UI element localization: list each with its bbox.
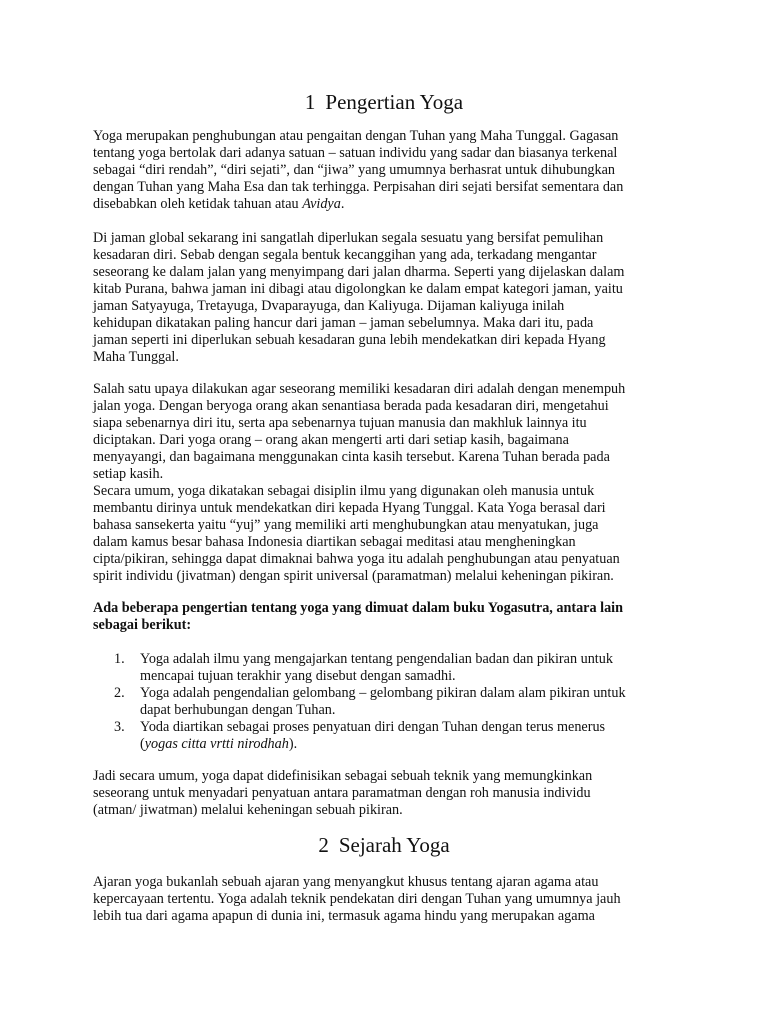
list-number: 2. bbox=[114, 685, 125, 701]
text-line: jaman seperti ini diperlukan sebuah kesadaran guna lebih mendekatkan diri kepada Hyang bbox=[93, 332, 606, 348]
paragraph-2 bbox=[93, 230, 683, 366]
text-line: seseorang untuk menyadari penyatuan antara paramatman dengan roh manusia individu bbox=[93, 785, 591, 801]
text-run: ( bbox=[140, 736, 145, 752]
text-line: dapat berhubungan dengan Tuhan. bbox=[140, 702, 336, 718]
text-line: Ajaran yoga bukanlah sebuah ajaran yang menyangkut khusus tentang ajaran agama atau bbox=[93, 874, 599, 890]
text-line: kepercayaan tertentu. Yoga adalah teknik pendekatan diri dengan Tuhan yang umumnya jauh bbox=[93, 891, 621, 907]
text-line: Yoga adalah ilmu yang mengajarkan tentang pengendalian badan dan pikiran untuk bbox=[140, 651, 613, 667]
text-line: sebagai berikut: bbox=[93, 617, 192, 633]
text-run: disebabkan oleh ketidak tahuan atau bbox=[93, 196, 303, 212]
text-line bbox=[93, 196, 683, 213]
section-2-title: Sejarah Yoga bbox=[338, 833, 450, 857]
text-line: Maha Tunggal. bbox=[93, 349, 179, 365]
text-line: menyayangi, dan bagaimana menggunakan cinta kasih tersebut. Karena Tuhan berada pada bbox=[93, 449, 610, 465]
text-line: bahasa sansekerta yaitu “yuj” yang memiliki arti menghubungkan atau menyatukan, juga bbox=[93, 517, 599, 533]
list-item bbox=[93, 651, 683, 685]
text-line: membantu dirinya untuk mendekatkan diri kepada Hyang Tunggal. Kata Yoga berasal dari bbox=[93, 500, 606, 516]
section-1-heading bbox=[0, 89, 768, 115]
text-line: lebih tua dari agama apapun di dunia ini, termasuk agama hindu yang merupakan agama bbox=[93, 908, 595, 924]
italic-term: Avidya bbox=[302, 196, 341, 212]
text-line: Di jaman global sekarang ini sangatlah diperlukan segala sesuatu yang bersifat pemulihan bbox=[93, 230, 604, 246]
list-number: 3. bbox=[114, 719, 125, 735]
text-line: diciptakan. Dari yoga orang – orang akan mengerti arti dari setiap kasih, bagaimana bbox=[93, 432, 569, 448]
text-line: Yoga adalah pengendalian gelombang – gelombang pikiran dalam alam pikiran untuk bbox=[140, 685, 626, 701]
text-line: jaman Satyayuga, Tretayuga, Dvaparayuga, dan Kaliyuga. Dijaman kaliyuga inilah bbox=[93, 298, 565, 314]
text-line: Ada beberapa pengertian tentang yoga yang dimuat dalam buku Yogasutra, antara lain bbox=[93, 600, 623, 616]
closing-paragraph bbox=[93, 768, 683, 819]
numbered-list bbox=[93, 651, 683, 753]
text-run: ). bbox=[288, 736, 298, 752]
bold-intro bbox=[93, 600, 683, 634]
text-line: tentang yoga bertolak dari adanya satuan – satuan individu yang sadar dan biasanya terkenal bbox=[93, 145, 618, 161]
text-line bbox=[140, 736, 683, 753]
section-2-number: 2 bbox=[318, 833, 329, 857]
text-line: seseorang ke dalam jalan yang menyimpang dari jalan dharma. Seperti yang dijelaskan dalam bbox=[93, 264, 625, 280]
text-line: Yoda diartikan sebagai proses penyatuan diri dengan Tuhan dengan terus menerus bbox=[140, 719, 606, 735]
text-line: kehidupan dikatakan paling hancur dari jaman – jaman sebelumnya. Maka dari itu, pada bbox=[93, 315, 594, 331]
text-line: dalam kamus besar bahasa Indonesia diartikan sebagai meditasi atau mengheningkan bbox=[93, 534, 576, 550]
paragraph-1 bbox=[93, 128, 683, 213]
section-1-number: 1 bbox=[304, 90, 316, 114]
text-line: setiap kasih. bbox=[93, 466, 164, 482]
list-item bbox=[93, 685, 683, 719]
text-line: (atman/ jiwatman) melalui keheningan sebuah pikiran. bbox=[93, 802, 403, 818]
text-line: kitab Purana, bahwa jaman ini dibagi atau digolongkan ke dalam empat kategori jaman, yaitu bbox=[93, 281, 623, 297]
paragraph-3 bbox=[93, 381, 683, 585]
text-line: siapa sebenarnya diri itu, serta apa sebenarnya tujuan manusia dan makhluk lainnya itu bbox=[93, 415, 587, 431]
text-line: jalan yoga. Dengan beryoga orang akan senantiasa berada pada kesadaran diri, mengetahui bbox=[93, 398, 609, 414]
list-item bbox=[93, 719, 683, 753]
text-line: Yoga merupakan penghubungan atau pengaitan dengan Tuhan yang Maha Tunggal. Gagasan bbox=[93, 128, 619, 144]
text-line: spirit individu (jivatman) dengan spirit universal (paramatman) melalui keheningan pikiran. bbox=[93, 568, 614, 584]
text-line: Secara umum, yoga dikatakan sebagai disiplin ilmu yang digunakan oleh manusia untuk bbox=[93, 483, 595, 499]
section-2-paragraph bbox=[93, 874, 683, 925]
text-line: Salah satu upaya dilakukan agar seseorang memiliki kesadaran diri adalah dengan menempuh bbox=[93, 381, 626, 397]
text-line: dengan Tuhan yang Maha Esa dan tak terhingga. Perpisahan diri sejati bersifat sementara dan bbox=[93, 179, 624, 195]
section-1-title: Pengertian Yoga bbox=[325, 90, 464, 114]
list-number: 1. bbox=[114, 651, 125, 667]
section-2-heading bbox=[0, 832, 768, 858]
italic-term: yogas citta vrtti nirodhah bbox=[144, 736, 289, 752]
text-line: kesadaran diri. Sebab dengan segala bentuk kecanggihan yang ada, terkadang mengantar bbox=[93, 247, 597, 263]
text-run: . bbox=[340, 196, 345, 212]
text-line: mencapai tujuan terakhir yang disebut dengan samadhi. bbox=[140, 668, 456, 684]
text-line: cipta/pikiran, sehingga dapat dimaknai bahwa yoga itu adalah penghubungan atau penyatuan bbox=[93, 551, 620, 567]
text-line: sebagai “diri rendah”, “diri sejati”, dan “jiwa” yang umumnya berhasrat untuk dihubungkan bbox=[93, 162, 616, 178]
text-line: Jadi secara umum, yoga dapat didefinisikan sebagai sebuah teknik yang memungkinkan bbox=[93, 768, 593, 784]
